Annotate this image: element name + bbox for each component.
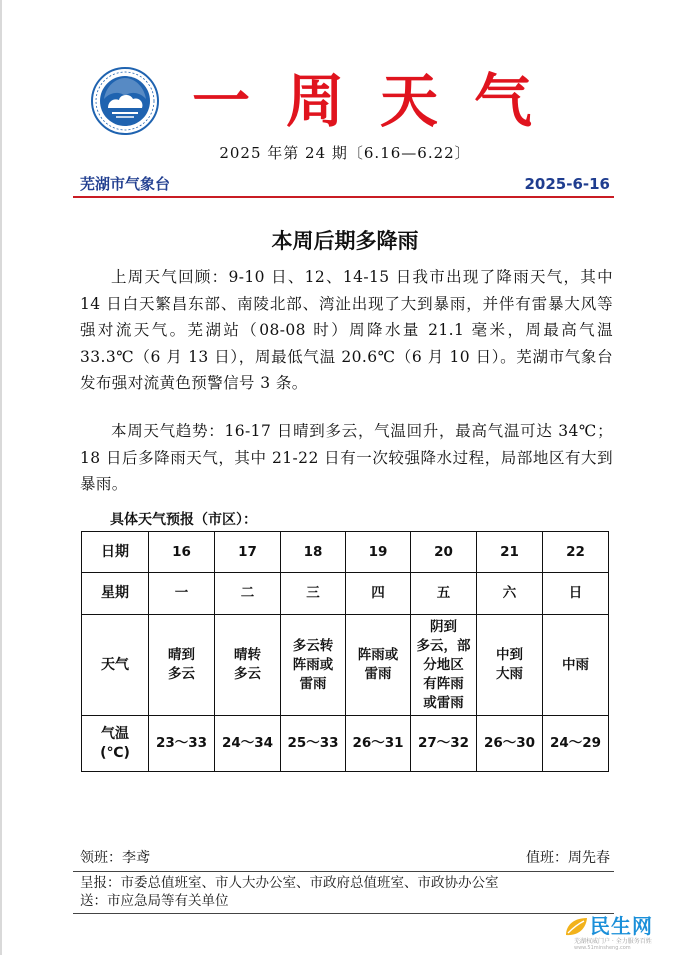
weekday-cell: 六: [477, 573, 543, 615]
weather-cell: 阵雨或 雷雨: [346, 615, 411, 716]
weather-row: [82, 615, 609, 716]
temperature-cell: 23～33: [149, 716, 215, 772]
send-to-line: 送：市应急局等有关单位: [80, 893, 229, 909]
watermark-url: www.51minsheng.com: [574, 945, 631, 951]
temperature-row: [82, 716, 609, 772]
temperature-cell: 25～33: [281, 716, 346, 772]
forecast-table: [81, 531, 609, 772]
watermark-slogan: 芜湖权威门户 · 全力服务百姓: [574, 938, 652, 945]
temperature-cell: 26～30: [477, 716, 543, 772]
date-cell: 18: [281, 532, 346, 573]
watermark-leaf-icon: [562, 915, 590, 939]
row-label-temperature: 气温 (℃): [82, 716, 149, 772]
weekday-cell: 三: [281, 573, 346, 615]
staff-on-duty: 值班：周先春: [526, 850, 610, 866]
trend-paragraph: 本周天气趋势：16-17 日晴到多云，气温回升，最高气温可达 34℃；18 日后多降雨天气，其中 21-22 日有一次较强降水过程，局部地区有大到暴雨。: [80, 422, 613, 493]
weekday-cell: 二: [215, 573, 281, 615]
row-label-date: 日期: [82, 532, 149, 573]
date-row: [82, 532, 609, 573]
row-label-weather: 天气: [82, 615, 149, 716]
site-watermark: [560, 913, 680, 953]
weekday-row: [82, 573, 609, 615]
date-cell: 20: [411, 532, 477, 573]
weekday-cell: 四: [346, 573, 411, 615]
row-label-weekday: 星期: [82, 573, 149, 615]
headline: 本周后期多降雨: [271, 229, 419, 253]
temperature-cell: 27～32: [411, 716, 477, 772]
publish-date: 2025-6-16: [524, 175, 610, 193]
date-cell: 21: [477, 532, 543, 573]
footer-divider-bottom: [73, 913, 614, 914]
weekday-cell: 日: [543, 573, 609, 615]
temperature-cell: 26～31: [346, 716, 411, 772]
watermark-brand: 民生网: [590, 914, 653, 938]
date-cell: 17: [215, 532, 281, 573]
footer-divider-top: [73, 871, 614, 872]
review-paragraph: 上周天气回顾：9-10 日、12、14-15 日我市出现了降雨天气，其中 14 日白天繁昌东部、南陵北部、湾沚出现了大到暴雨，并伴有雷暴大风等强对流天气。芜湖站（08-08 时）周降水量 21.1 毫米，周最高气温 33.3℃（6 月 13 日），周最低气温 20.6℃（6 月 10 日）。芜湖市气象台发布强对流黄色预警信号 3 条。: [80, 268, 613, 392]
weather-cell: 阴到 多云，部 分地区 有阵雨 或雷雨: [411, 615, 477, 716]
weather-cell: 多云转 阵雨或 雷雨: [281, 615, 346, 716]
submit-to-line: 呈报：市委总值班室、市人大办公室、市政府总值班室、市政协办公室: [80, 875, 499, 891]
issue-number: 2025 年第 24 期〔6.16—6.22〕: [219, 144, 471, 162]
weekday-cell: 一: [149, 573, 215, 615]
weekday-cell: 五: [411, 573, 477, 615]
temperature-cell: 24～29: [543, 716, 609, 772]
date-cell: 19: [346, 532, 411, 573]
weather-cell: 晴到 多云: [149, 615, 215, 716]
temperature-cell: 24～34: [215, 716, 281, 772]
page-title: 一周天气: [192, 67, 569, 135]
leader-on-duty: 领班：李鸢: [80, 850, 150, 866]
cma-logo-icon: [90, 66, 160, 136]
publisher-name: 芜湖市气象台: [80, 175, 171, 193]
date-cell: 22: [543, 532, 609, 573]
date-cell: 16: [149, 532, 215, 573]
header-divider: [73, 196, 614, 198]
weather-cell: 中雨: [543, 615, 609, 716]
weather-cell: 中到 大雨: [477, 615, 543, 716]
forecast-heading: 具体天气预报（市区）：: [110, 512, 257, 528]
weather-cell: 晴转 多云: [215, 615, 281, 716]
